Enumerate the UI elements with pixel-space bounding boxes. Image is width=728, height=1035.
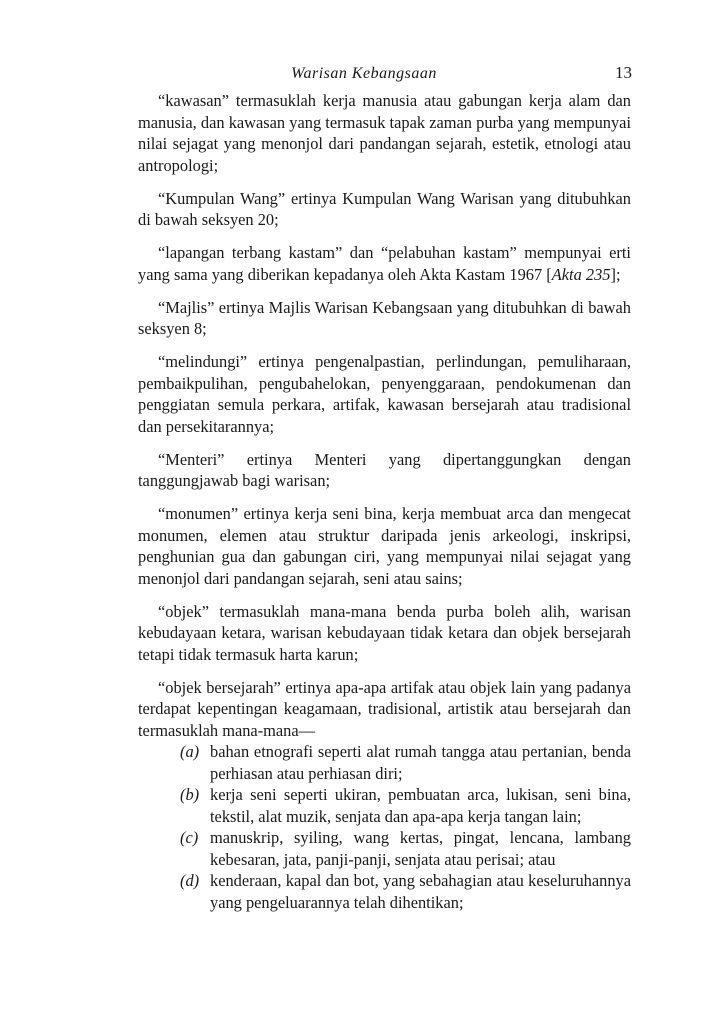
list-item <box>138 784 631 827</box>
definition-majlis: “Majlis” ertinya Majlis Warisan Kebangsaan yang ditubuhkan di bawah seksyen 8; <box>138 297 631 338</box>
list-item <box>138 827 631 870</box>
list-item-label: (b) <box>180 785 200 804</box>
page-number: 13 <box>615 63 632 82</box>
definition-monumen: “monumen” ertinya kerja seni bina, kerja membuat arca dan mengecat monumen, elemen atau struktur daripada jenis arkeologi, inskripsi, penghunian gua dan gabungan ciri, yang mempunyai nilai sejagat yang menonjol dari pandangan sejarah, seni atau sains; <box>138 504 631 588</box>
definition-lapangan-terbang-kastam <box>138 242 631 285</box>
definition-text: ]; <box>610 264 621 284</box>
page-body <box>138 90 631 913</box>
definition-kumpulan-wang: “Kumpulan Wang” ertinya Kumpulan Wang Warisan yang ditubuhkan di bawah seksyen 20; <box>138 188 631 229</box>
list-item <box>138 870 631 913</box>
list-item-label: (a) <box>180 742 200 761</box>
definition-objek-bersejarah: “objek bersejarah” ertinya apa-apa artifak atau objek lain yang padanya terdapat kepentingan keagamaan, tradisional, artistik atau bersejarah dan termasuklah mana-mana— <box>138 677 631 740</box>
definition-kawasan: “kawasan” termasuklah kerja manusia atau gabungan kerja alam dan manusia, dan kawasan yang termasuk tapak zaman purba yang mempunyai nilai sejagat yang menonjol dari pandangan sejarah, estetik, etnologi atau antropologi; <box>138 91 631 175</box>
list-item-text: manuskrip, syiling, wang kertas, pingat, lencana, lambang kebesaran, jata, panji-panji, senjata atau perisai; atau <box>210 828 631 869</box>
definition-menteri: “Menteri” ertinya Menteri yang dipertanggungkan dengan tanggungjawab bagi warisan; <box>138 449 631 490</box>
list-item <box>138 741 631 784</box>
definition-text: “lapangan terbang kastam” dan “pelabuhan kastam” mempunyai erti yang sama yang diberikan kepadanya oleh Akta Kastam 1967 [ <box>138 243 631 284</box>
sub-item-list <box>138 741 631 913</box>
running-header-title: Warisan Kebangsaan <box>291 65 437 82</box>
definition-melindungi: “melindungi” ertinya pengenalpastian, perlindungan, pemuliharaan, pembaikpulihan, pengubahelokan, penyenggaraan, pendokumenan dan penggiatan semula perkara, artifak, kawasan bersejarah atau tradisional dan persekitarannya; <box>138 352 631 436</box>
act-reference: Akta 235 <box>551 264 611 284</box>
list-item-label: (c) <box>180 828 199 847</box>
definition-objek: “objek” termasuklah mana-mana benda purba boleh alih, warisan kebudayaan ketara, warisan kebudayaan tidak ketara dan objek bersejarah tetapi tidak termasuk harta karun; <box>138 601 631 664</box>
list-item-label: (d) <box>180 871 200 890</box>
list-item-text: bahan etnografi seperti alat rumah tangga atau pertanian, benda perhiasan atau perhiasan diri; <box>210 742 631 783</box>
list-item-text: kerja seni seperti ukiran, pembuatan arca, lukisan, seni bina, tekstil, alat muzik, senjata dan apa-apa kerja tangan lain; <box>210 785 631 826</box>
list-item-text: kenderaan, kapal dan bot, yang sebahagian atau keseluruhannya yang pengeluarannya telah dihentikan; <box>210 871 631 912</box>
